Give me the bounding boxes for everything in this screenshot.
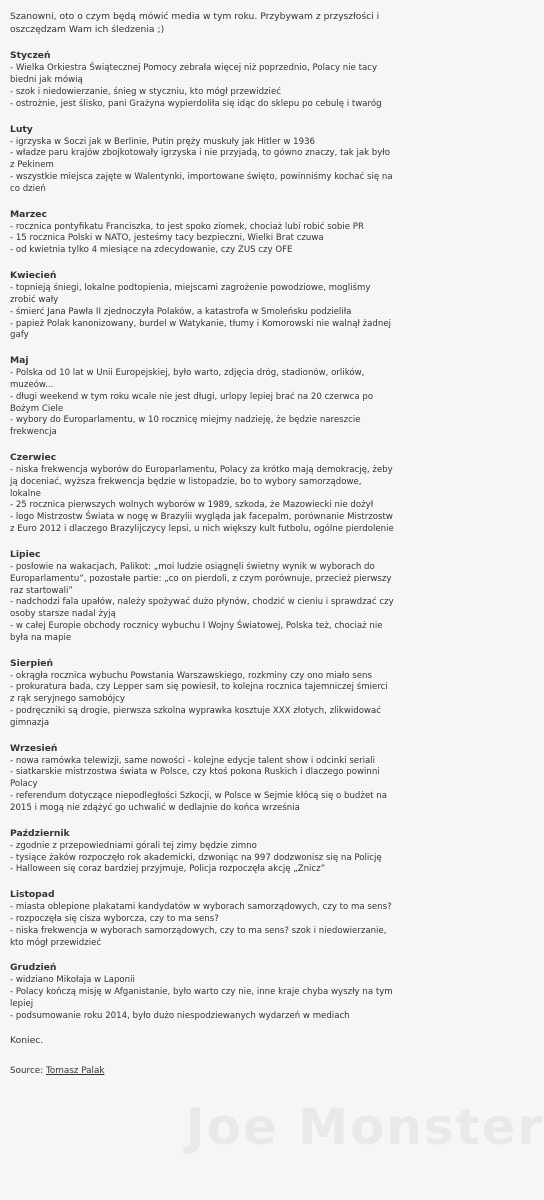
month-heading: Październik (10, 827, 70, 839)
list-item: - okrągła rocznica wybuchu Powstania Warszawskiego, rozkminy czy ono miało sens (10, 670, 372, 681)
list-item: - wybory do Europarlamentu, w 10 rocznicę miejmy nadzieję, że będzie nareszcie frekwencja (10, 415, 361, 438)
list-item: - Wielka Orkiestra Świątecznej Pomocy zebrała więcej niż poprzednio, Polacy nie tacy biedni jak mówią (10, 63, 378, 86)
list-item: - szok i niedowierzanie, śnieg w styczniu, kto mógł przewidzieć (10, 87, 281, 98)
list-item: - zgodnie z przepowiedniami górali tej zimy będzie zimno (10, 840, 257, 851)
list-item: - Polska od 10 lat w Unii Europejskiej, było warto, zdjęcia dróg, stadionów, orlików, muzeów... (10, 367, 365, 390)
list-item: - nadchodzi fala upałów, należy spożywać dużo płynów, chodzić w cieniu i sprawdzać czy osoby starsze nadal żyją (10, 597, 394, 620)
list-item: - śmierć Jana Pawła II zjednoczyła Polaków, a katastrofa w Smoleńsku podzieliła (10, 306, 352, 317)
list-item: - rocznica pontyfikatu Franciszka, to jest spoko ziomek, chociaż lubi robić sobie PR (10, 221, 364, 232)
month-heading: Kwiecień (10, 269, 57, 281)
source-line (10, 1065, 395, 1077)
month-heading: Sierpień (10, 657, 54, 669)
month-section (10, 123, 395, 197)
months-list (10, 49, 395, 1022)
month-section (10, 49, 395, 111)
month-section (10, 208, 395, 258)
month-section (10, 827, 395, 877)
month-heading: Marzec (10, 208, 47, 220)
list-item: - logo Mistrzostw Świata w nogę w Brazylii wygląda jak facepalm, porównanie Mistrzostw z Euro 2012 i dlaczego Brazylijczycy lepsi, u nich większy kult futbolu, ogólne pierdolenie (10, 512, 394, 535)
month-section (10, 354, 395, 439)
month-section (10, 657, 395, 731)
list-item: - topnieją śniegi, lokalne podtopienia, miejscami zagrożenie powodziowe, mogliśmy zrobić wały (10, 282, 371, 305)
list-item: - widziano Mikołaja w Laponii (10, 974, 135, 985)
month-heading: Grudzień (10, 961, 57, 973)
month-heading: Listopad (10, 888, 55, 900)
watermark-logo: Joe Monster (186, 1098, 544, 1156)
list-item: - ostrożnie, jest ślisko, pani Grażyna wypierdoliła się idąc do sklepu po cebulę i twaróg (10, 99, 382, 110)
month-section (10, 742, 395, 816)
list-item: - niska frekwencja wyborów do Europarlamentu, Polacy za krótko mają demokrację, żeby ją doceniać, wyższa frekwencja będzie w listopadzie, bo to wybory samorządowe, lokalne (10, 464, 393, 499)
source-author-link[interactable]: Tomasz Palak (45, 1066, 105, 1077)
month-section (10, 451, 395, 536)
list-item: - od kwietnia tylko 4 miesiące na zdecydowanie, czy ZUS czy OFE (10, 245, 293, 256)
list-item: - Halloween się coraz bardziej przyjmuje, Policja rozpoczęła akcję „Znicz” (10, 864, 326, 875)
list-item: - podsumowanie roku 2014, było dużo niespodziewanych wydarzeń w mediach (10, 1010, 350, 1021)
list-item: - 25 rocznica pierwszych wolnych wyborów w 1989, szkoda, że Mazowiecki nie dożył (10, 500, 374, 511)
list-item: - niska frekwencja w wyborach samorządowych, czy to ma sens? szok i niedowierzanie, kto mógł przewidzieć (10, 925, 387, 948)
list-item: - rozpoczęła się cisza wyborcza, czy to ma sens? (10, 913, 219, 924)
list-item: - w całej Europie obchody rocznicy wybuchu I Wojny Światowej, Polska też, chociaż nie była na mapie (10, 621, 383, 644)
source-label: Source: (10, 1066, 46, 1077)
list-item: - wszystkie miejsca zajęte w Walentynki, importowane święto, powinniśmy kochać się na co dzień (10, 172, 393, 195)
list-item: - nowa ramówka telewizji, same nowości - kolejne edycje talent show i odcinki seriali (10, 755, 376, 766)
list-item: - prokuratura bada, czy Lepper sam się powiesił, to kolejna rocznica tajemniczej śmierci z rąk seryjnego samobójcy (10, 682, 388, 705)
month-section (10, 548, 395, 645)
list-item: - Polacy kończą misję w Afganistanie, było warto czy nie, inne kraje chyba wyszły na tym lepiej (10, 986, 393, 1009)
ending-text: Koniec. (10, 1035, 44, 1047)
list-item: - miasta oblepione plakatami kandydatów w wyborach samorządowych, czy to ma sens? (10, 901, 392, 912)
list-item: - posłowie na wakacjach, Palikot: „moi ludzie osiągnęli świetny wynik w wyborach do Europarlamentu”, pozostałe partie: „co on pierdoli, z czym porównuje, przecież pierwszy raz startowali” (10, 561, 392, 596)
list-item: - siatkarskie mistrzostwa świata w Polsce, czy ktoś pokona Ruskich i dlaczego powinni Polacy (10, 767, 380, 790)
month-heading: Maj (10, 354, 29, 366)
month-heading: Luty (10, 123, 33, 135)
list-item: - igrzyska w Soczi jak w Berlinie, Putin pręży muskuły jak Hitler w 1936 (10, 136, 316, 147)
month-heading: Czerwiec (10, 451, 57, 463)
month-section (10, 961, 395, 1023)
intro-text: Szanowni, oto o czym będą mówić media w tym roku. Przybywam z przyszłości i oszczędzam Wam ich śledzenia ;) (10, 11, 380, 36)
list-item: - tysiące żaków rozpoczęło rok akademicki, dzwoniąc na 997 dodzwonisz się na Policję (10, 852, 382, 863)
month-section (10, 888, 395, 950)
list-item: - władze paru krajów zbojkotowały igrzyska i nie przyjadą, to gówno znaczy, tak jak było z Pekinem (10, 148, 391, 171)
list-item: - 15 rocznica Polski w NATO, jesteśmy tacy bezpieczni, Wielki Brat czuwa (10, 233, 324, 244)
list-item: - podręczniki są drogie, pierwsza szkolna wyprawka kosztuje XXX złotych, zlikwidować gimnazja (10, 706, 382, 729)
list-item: - referendum dotyczące niepodległości Szkocji, w Polsce w Sejmie kłócą się o budżet na 2015 i mogą nie zdążyć go uchwalić w dedlajnie do końca września (10, 791, 387, 814)
month-heading: Styczeń (10, 50, 51, 62)
list-item: - długi weekend w tym roku wcale nie jest długi, urlopy lepiej brać na 20 czerwca po Bożym Ciele (10, 391, 374, 414)
month-heading: Lipiec (10, 548, 41, 560)
month-section (10, 269, 395, 343)
month-heading: Wrzesień (10, 742, 58, 754)
list-item: - papież Polak kanonizowany, burdel w Watykanie, tłumy i Komorowski nie walnął żadnej gafy (10, 318, 392, 341)
